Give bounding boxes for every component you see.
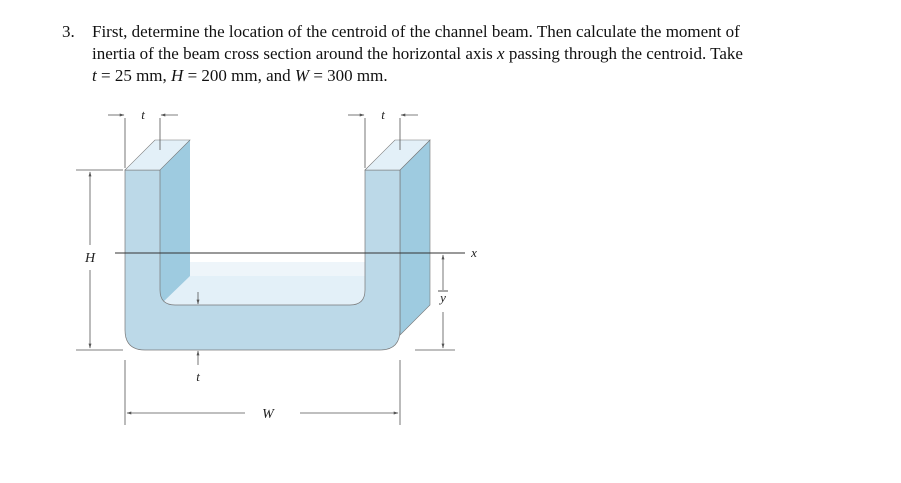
right-flange-side-face [400, 140, 430, 335]
given-H-symbol: H [171, 66, 184, 85]
label-t-top-left: t [141, 107, 145, 122]
web-inner-floor [155, 276, 365, 305]
label-x-axis: x [471, 245, 477, 260]
given-H-value: = 200 mm, and [183, 66, 295, 85]
label-W: W [262, 407, 274, 422]
label-H: H [84, 251, 96, 266]
given-W-symbol: W [294, 66, 310, 85]
H-dimension [76, 170, 123, 350]
inner-back-wall [190, 262, 365, 276]
problem-number: 3. [62, 22, 75, 41]
label-t-bottom: t [196, 369, 200, 384]
label-y-bar: y [440, 290, 446, 305]
label-t-top-right: t [381, 107, 385, 122]
channel-beam [125, 140, 430, 350]
given-W-value: = 300 mm. [309, 66, 388, 85]
axis-variable-x: x [497, 44, 505, 63]
given-t-value: = 25 mm, [96, 66, 172, 85]
problem-line-1: First, determine the location of the centroid of the channel beam. Then calculate the moment of [92, 22, 740, 41]
problem-line-2-pre: inertia of the beam cross section around the horizontal axis [92, 44, 498, 63]
problem-line-2-post: passing through the centroid. Take [504, 44, 743, 63]
given-t-symbol: t [92, 66, 97, 85]
